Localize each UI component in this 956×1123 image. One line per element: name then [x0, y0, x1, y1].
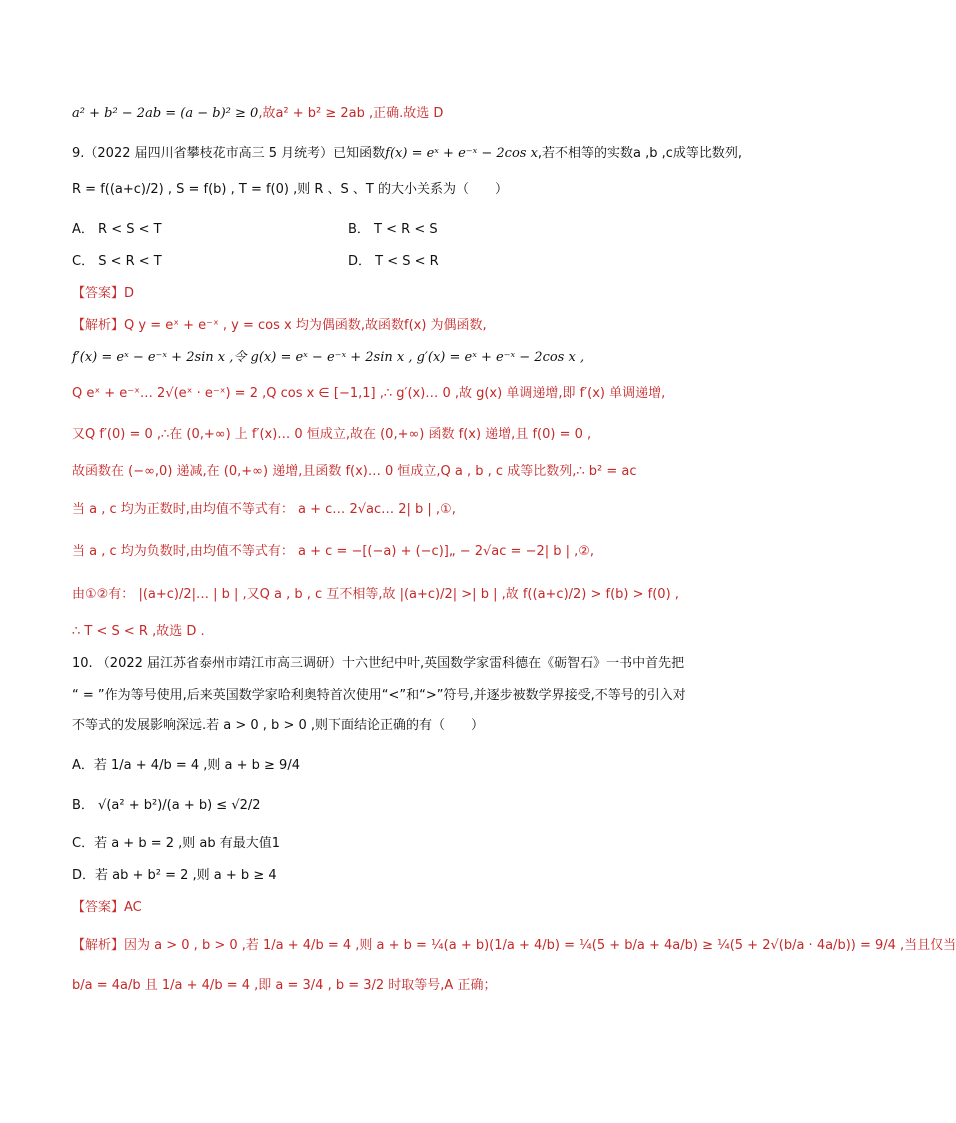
- q9-line2: R = f((a+c)/2) , S = f(b) , T = f(0) ,则 R 、S 、T 的大小关系为（ ）: [72, 182, 508, 197]
- solution-text: Q y = eˣ + e⁻ˣ , y = cos x 均为偶函数,故函数f(x) 为偶函数,: [124, 318, 487, 333]
- q9-solution-7: 当 a , c 均为负数时,由均值不等式有： a + c = −[(−a) + (−c)]„ − 2√ac = −2| b | ,②,: [72, 544, 595, 559]
- q9-function: f(x) = eˣ + e⁻ˣ − 2cos x: [385, 146, 538, 161]
- q10-line2: “ = ”作为等号使用,后来英国数学家哈利奥特首次使用“<”和“>”符号,并逐步被数学界接受,不等号的引入对: [72, 688, 686, 703]
- q10-option-d: D．若 ab + b² = 2 ,则 a + b ≥ 4: [72, 868, 277, 883]
- q9-title: [72, 144, 742, 164]
- answer-tag: 【答案】: [72, 286, 125, 301]
- answer-value: AC: [124, 900, 142, 915]
- solution-tag: 【解析】: [72, 938, 125, 953]
- q9-title-text: 9.（2022 届四川省攀枝花市高三 5 月统考）已知函数: [72, 146, 386, 161]
- q9-solution-5: 故函数在 (−∞,0) 递减,在 (0,+∞) 递增,且函数 f(x)… 0 恒成立,Q a , b , c 成等比数列,∴ b² = ac: [72, 464, 637, 479]
- q9-solution-2: f′(x) = eˣ − e⁻ˣ + 2sin x ,令 g(x) = eˣ − e⁻ˣ + 2sin x , g′(x) = eˣ + e⁻ˣ − 2cos x ,: [72, 350, 585, 365]
- q9-solution-9: ∴ T < S < R ,故选 D .: [72, 624, 205, 639]
- prev-math: a² + b² − 2ab = (a − b)² ≥ 0: [72, 106, 259, 121]
- solution-tag: 【解析】: [72, 318, 125, 333]
- q10-solution-1: [72, 936, 956, 956]
- q10-option-c: C．若 a + b = 2 ,则 ab 有最大值1: [72, 836, 281, 851]
- q9-title-tail: ,若不相等的实数a ,b ,c成等比数列,: [537, 146, 743, 161]
- answer-value: D: [124, 286, 135, 301]
- q10-line1: 10. （2022 届江苏省泰州市靖江市高三调研）十六世纪中叶,英国数学家雷科德在《砺智石》一书中首先把: [72, 656, 685, 671]
- q9-solution-3: Q eˣ + e⁻ˣ… 2√(eˣ · e⁻ˣ) = 2 ,Q cos x ∈ [−1,1] ,∴ g′(x)… 0 ,故 g(x) 单调递增,即 f′(x) 单调递增,: [72, 386, 666, 401]
- q10-option-b: B． √(a² + b²)/(a + b) ≤ √2/2: [72, 798, 261, 813]
- q10-answer: [72, 898, 142, 918]
- q9-solution-8: 由①②有： |(a+c)/2|… | b | ,又Q a , b , c 互不相等,故 |(a+c)/2| >| b | ,故 f((a+c)/2) > f(b) > f(0) ,: [72, 587, 679, 602]
- q9-option-c: C． S < R < T: [72, 254, 162, 269]
- q9-option-a: A． R < S < T: [72, 222, 162, 237]
- answer-tag: 【答案】: [72, 900, 125, 915]
- solution-text: 因为 a > 0 , b > 0 ,若 1/a + 4/b = 4 ,则 a + b = ¼(a + b)(1/a + 4/b) = ¼(5 + b/a + 4a/b) ≥ ¼(5 + 2√(b/a · 4a/b)) = 9/4 ,当且仅当: [124, 938, 956, 953]
- q10-line3: 不等式的发展影响深远.若 a > 0 , b > 0 ,则下面结论正确的有（ ）: [72, 718, 485, 733]
- q10-option-a: A．若 1/a + 4/b = 4 ,则 a + b ≥ 9/4: [72, 758, 300, 773]
- q9-solution-6: 当 a , c 均为正数时,由均值不等式有： a + c… 2√ac… 2| b | ,①,: [72, 502, 456, 517]
- q10-solution-2: b/a = 4a/b 且 1/a + 4/b = 4 ,即 a = 3/4 , b = 3/2 时取等号,A 正确；: [72, 978, 497, 993]
- q9-answer: [72, 284, 134, 304]
- prev-solution-line: [72, 104, 443, 124]
- q9-option-b: B． T < R < S: [348, 222, 438, 237]
- q9-solution-4: 又Q f′(0) = 0 ,∴在 (0,+∞) 上 f′(x)… 0 恒成立,故在 (0,+∞) 函数 f(x) 递增,且 f(0) = 0 ,: [72, 427, 592, 442]
- prev-text: ,故a² + b² ≥ 2ab ,正确.故选 D: [258, 106, 444, 121]
- q9-solution-1: [72, 316, 487, 336]
- q9-option-d: D． T < S < R: [348, 254, 439, 269]
